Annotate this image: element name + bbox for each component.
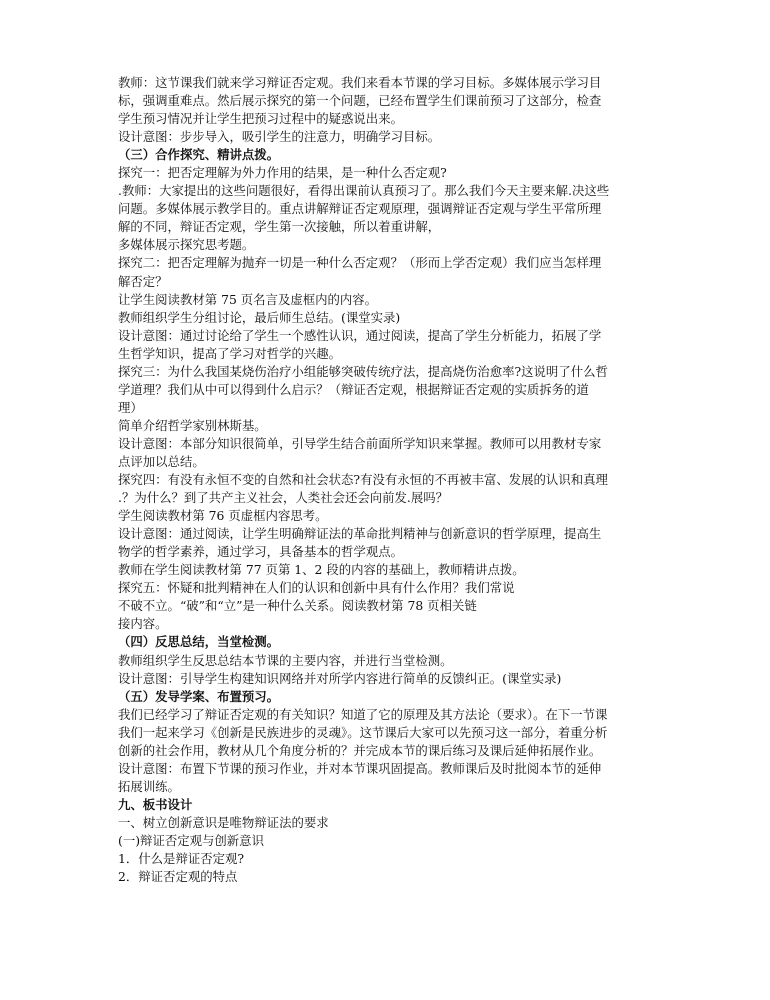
text-line: 理）	[118, 399, 143, 415]
text-line: 设计意图：步步导入，吸引学生的注意力，明确学习目标。	[118, 129, 441, 145]
text-line: 创新的社会作用，教材从几个角度分析的？并完成本节的课后练习及课后延伸拓展作业。	[118, 742, 602, 758]
text-line: 解否定？	[118, 273, 168, 289]
text-line: 一、树立创新意识是唯物辩证法的要求	[118, 814, 329, 830]
text-line: 学生预习情况并让学生把预习过程中的疑惑说出来。	[118, 111, 403, 127]
text-line: 探究五：怀疑和批判精神在人们的认识和创新中具有什么作用？我们常说	[118, 580, 515, 596]
text-line: 物学的哲学素养，通过学习，具备基本的哲学观点。	[118, 544, 403, 560]
text-line: 解的不同，辩证否定观，学生第一次接触，所以着重讲解，	[118, 219, 441, 235]
text-line: 我们一起来学习《创新是民族进步的灵魂》。这节课后大家可以先预习这一部分，着重分析	[118, 724, 608, 740]
section-heading: （四）反思总结，当堂检测。	[118, 634, 280, 650]
text-line: 拓展训练。	[118, 778, 180, 794]
text-line: .教师：大家提出的这些问题很好，看得出课前认真预习了。那么我们今天主要来解.决这些	[118, 183, 610, 199]
text-line: 学生阅读教材第 76 页虚框内容思考。	[118, 508, 328, 524]
text-line: 设计意图：通过阅读，让学生明确辩证法的革命批判精神与创新意识的哲学原理，提高生	[118, 526, 602, 542]
text-line: 1．什么是辩证否定观?	[118, 851, 245, 867]
text-line: 我们已经学习了辩证否定观的有关知识？知道了它的原理及其方法论（要求）。在下一节课	[118, 706, 608, 722]
text-line: .？为什么？到了共产主义社会，人类社会还会向前发.展吗？	[118, 490, 449, 506]
text-line: 教师组织学生分组讨论，最后师生总结。(课堂实录)	[118, 309, 401, 325]
text-line: 探究一：把否定理解为外力作用的结果，是一种什么否定观?	[118, 165, 447, 181]
text-line: 生哲学知识，提高了学习对哲学的兴趣。	[118, 345, 342, 361]
text-line: 2．辩证否定观的特点	[118, 869, 238, 885]
text-line: 教师在学生阅读教材第 77 页第 1、2 段的内容的基础上，教师精讲点拨。	[118, 562, 525, 578]
text-line: 接内容。	[118, 616, 168, 632]
text-line: 设计意图：本部分知识很简单，引导学生结合前面所学知识来掌握。教师可以用教材专家	[118, 435, 602, 451]
section-heading: 九、板书设计	[118, 796, 193, 812]
text-line: 探究二：把否定理解为抛弃一切是一种什么否定观？（形而上学否定观）我们应当怎样理	[118, 255, 602, 271]
document-body	[118, 74, 658, 886]
text-line: 多媒体展示探究思考题。	[118, 237, 255, 253]
text-line: 教师：这节课我们就来学习辩证否定观。我们来看本节课的学习目标。多媒体展示学习目	[118, 75, 602, 90]
text-line: 探究四：有没有永恒不变的自然和社会状态?有没有永恒的不再被丰富、发展的认识和真理	[118, 472, 608, 488]
section-heading: （三）合作探究、精讲点拨。	[118, 147, 280, 163]
text-line: 让学生阅读教材第 75 页名言及虚框内的内容。	[118, 291, 378, 307]
text-line: 设计意图：布置下节课的预习作业，并对本节课巩固提高。教师课后及时批阅本节的延伸	[118, 760, 602, 776]
text-line: 设计意图：引导学生构建知识网络并对所学内容进行简单的反馈纠正。(课堂实录)	[118, 670, 562, 686]
text-line: 设计意图：通过讨论给了学生一个感性认识，通过阅读，提高了学生分析能力，拓展了学	[118, 327, 602, 343]
text-line: 不破不立。“破”和“立”是一种什么关系。阅读教材第 78 页相关链	[118, 598, 477, 614]
text-line: 探究三：为什么我国某烧伤治疗小组能够突破传统疗法，提高烧伤治愈率?这说明了什么哲	[118, 363, 608, 379]
text-line: 学道理？我们从中可以得到什么启示？（辩证否定观，根据辩证否定观的实质拆务的道	[118, 381, 589, 397]
text-line: 简单介绍哲学家别林斯基。	[118, 417, 267, 433]
section-heading: （五）发导学案、布置预习。	[118, 688, 280, 704]
text-line: 标，强调重难点。然后展示探究的第一个问题，已经布置学生们课前预习了这部分，检查	[118, 93, 602, 109]
text-line: 点评加以总结。	[118, 453, 205, 469]
text-line: 教师组织学生反思总结本节课的主要内容，并进行当堂检测。	[118, 652, 453, 668]
text-line: 问题。多媒体展示教学目的。重点讲解辩证否定观原理，强调辩证否定观与学生平常所理	[118, 201, 602, 217]
text-line: (一)辩证否定观与创新意识	[118, 832, 264, 848]
